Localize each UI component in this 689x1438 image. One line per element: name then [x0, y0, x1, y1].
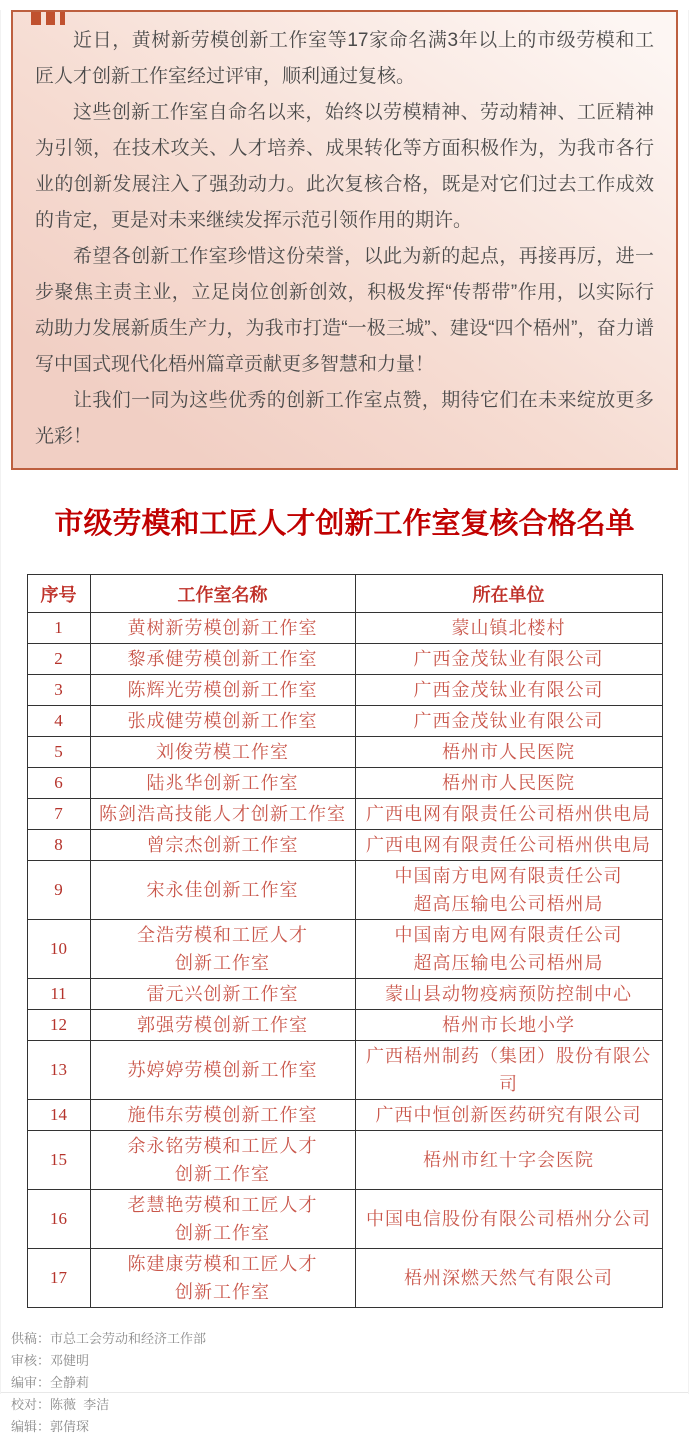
bottom-divider	[1, 1392, 688, 1393]
row-number: 8	[27, 830, 90, 861]
cell-line: 宋永佳创新工作室	[146, 880, 299, 900]
table-row	[27, 737, 662, 768]
intro-paragraph: 希望各创新工作室珍惜这份荣誉，以此为新的起点，再接再厉，进一步聚焦主责主业，立足岗位创新创效，积极发挥“传帮带”作用，以实际行动助力发展新质生产力，为我市打造“一极三城”、建设“四个梧州”，奋力谱写中国式现代化梧州篇章贡献更多智慧和力量！	[35, 246, 654, 375]
table-row	[27, 768, 662, 799]
cell-line: 广西梧州制药（集团）股份有限公司	[366, 1046, 651, 1094]
article-page	[0, 10, 689, 1434]
cell-line: 中国南方电网有限责任公司	[394, 866, 623, 886]
cell-line: 创新工作室	[175, 953, 270, 973]
unit-cell	[355, 737, 662, 768]
row-number: 1	[27, 613, 90, 644]
row-number: 3	[27, 675, 90, 706]
table-row	[27, 861, 662, 920]
unit-cell	[355, 1100, 662, 1131]
cell-line: 中国电信股份有限公司梧州分公司	[366, 1209, 651, 1229]
credit-line: 审核：邓健明	[11, 1353, 90, 1368]
cell-line: 苏婷婷劳模创新工作室	[127, 1060, 318, 1080]
cell-line: 超高压输电公司梧州局	[413, 894, 604, 914]
unit-cell	[355, 1249, 662, 1308]
intro-paragraph: 近日，黄树新劳模创新工作室等17家命名满3年以上的市级劳模和工匠人才创新工作室经过评审，顺利通过复核。	[35, 30, 654, 87]
row-number: 17	[27, 1249, 90, 1308]
cell-line: 黎承健劳模创新工作室	[127, 649, 318, 669]
cell-line: 雷元兴创新工作室	[146, 984, 299, 1004]
table-row	[27, 1010, 662, 1041]
table-row	[27, 830, 662, 861]
studio-name-cell	[90, 675, 355, 706]
credit-line: 供稿：市总工会劳动和经济工作部	[11, 1331, 207, 1346]
credit-line: 编审：全静莉	[11, 1375, 90, 1390]
intro-paragraph: 这些创新工作室自命名以来，始终以劳模精神、劳动精神、工匠精神为引领，在技术攻关、人才培养、成果转化等方面积极作为，为我市各行业的创新发展注入了强劲动力。此次复核合格，既是对它们过去工作成效的肯定，更是对未来继续发挥示范引领作用的期许。	[35, 102, 654, 231]
studio-name-cell	[90, 1190, 355, 1249]
studio-name-cell	[90, 1100, 355, 1131]
cell-line: 广西电网有限责任公司梧州供电局	[366, 804, 651, 824]
row-number: 4	[27, 706, 90, 737]
studio-name-cell	[90, 920, 355, 979]
cell-line: 梧州市红十字会医院	[423, 1150, 594, 1170]
intro-box	[11, 10, 678, 470]
studio-name-cell	[90, 1131, 355, 1190]
cell-line: 张成健劳模创新工作室	[127, 711, 318, 731]
unit-cell	[355, 861, 662, 920]
studio-name-cell	[90, 1041, 355, 1100]
cell-line: 梧州市长地小学	[442, 1015, 575, 1035]
cell-line: 广西金茂钛业有限公司	[413, 711, 604, 731]
unit-cell	[355, 799, 662, 830]
unit-cell	[355, 706, 662, 737]
intro-paragraph: 让我们一同为这些优秀的创新工作室点赞，期待它们在未来绽放更多光彩！	[35, 390, 654, 447]
page-title: 市级劳模和工匠人才创新工作室复核合格名单	[54, 508, 635, 540]
row-number: 15	[27, 1131, 90, 1190]
row-number: 9	[27, 861, 90, 920]
studio-name-cell	[90, 1249, 355, 1308]
row-number: 16	[27, 1190, 90, 1249]
studio-name-cell	[90, 830, 355, 861]
unit-cell	[355, 1131, 662, 1190]
cell-line: 陈建康劳模和工匠人才	[127, 1254, 318, 1274]
table-row	[27, 613, 662, 644]
unit-cell	[355, 830, 662, 861]
unit-cell	[355, 1190, 662, 1249]
review-table	[27, 574, 663, 1308]
column-header-unit: 所在单位	[355, 575, 662, 613]
decor-square-icon	[60, 12, 65, 25]
cell-line: 陈辉光劳模创新工作室	[127, 680, 318, 700]
cell-line: 陆兆华创新工作室	[146, 773, 299, 793]
studio-name-cell	[90, 613, 355, 644]
unit-cell	[355, 644, 662, 675]
studio-name-cell	[90, 768, 355, 799]
unit-cell	[355, 920, 662, 979]
table-row	[27, 1131, 662, 1190]
cell-line: 全浩劳模和工匠人才	[137, 925, 308, 945]
table-row	[27, 799, 662, 830]
table-header-row	[27, 575, 662, 613]
cell-line: 曾宗杰创新工作室	[146, 835, 299, 855]
studio-name-cell	[90, 1010, 355, 1041]
studio-name-cell	[90, 979, 355, 1010]
cell-line: 老慧艳劳模和工匠人才	[127, 1195, 318, 1215]
table-header	[27, 575, 662, 613]
row-number: 7	[27, 799, 90, 830]
cell-line: 广西金茂钛业有限公司	[413, 649, 604, 669]
row-number: 13	[27, 1041, 90, 1100]
credit-line: 校对：陈薇 李洁	[11, 1397, 110, 1412]
decoration-squares	[31, 12, 65, 25]
table-row	[27, 675, 662, 706]
cell-line: 超高压输电公司梧州局	[413, 953, 604, 973]
column-header-number: 序号	[27, 575, 90, 613]
table-row	[27, 920, 662, 979]
unit-cell	[355, 979, 662, 1010]
table-body	[27, 613, 662, 1308]
column-header-studio-name: 工作室名称	[90, 575, 355, 613]
row-number: 14	[27, 1100, 90, 1131]
table-row	[27, 979, 662, 1010]
cell-line: 中国南方电网有限责任公司	[394, 925, 623, 945]
unit-cell	[355, 675, 662, 706]
cell-line: 广西电网有限责任公司梧州供电局	[366, 835, 651, 855]
table-row	[27, 1041, 662, 1100]
cell-line: 梧州市人民医院	[442, 742, 575, 762]
cell-line: 刘俊劳模工作室	[156, 742, 289, 762]
decor-square-icon	[31, 12, 41, 25]
cell-line: 蒙山镇北楼村	[451, 618, 566, 638]
unit-cell	[355, 768, 662, 799]
credit-line: 编辑：郭倩琛	[11, 1419, 90, 1434]
row-number: 6	[27, 768, 90, 799]
cell-line: 广西中恒创新医药研究有限公司	[375, 1105, 642, 1125]
table-row	[27, 1100, 662, 1131]
cell-line: 蒙山县动物疫病预防控制中心	[385, 984, 632, 1004]
row-number: 10	[27, 920, 90, 979]
row-number: 12	[27, 1010, 90, 1041]
studio-name-cell	[90, 861, 355, 920]
cell-line: 创新工作室	[175, 1282, 270, 1302]
cell-line: 郭强劳模创新工作室	[137, 1015, 308, 1035]
cell-line: 广西金茂钛业有限公司	[413, 680, 604, 700]
decor-square-icon	[46, 12, 55, 25]
table-row	[27, 706, 662, 737]
cell-line: 陈剑浩高技能人才创新工作室	[99, 804, 346, 824]
cell-line: 施伟东劳模创新工作室	[127, 1105, 318, 1125]
studio-name-cell	[90, 799, 355, 830]
cell-line: 梧州市人民医院	[442, 773, 575, 793]
unit-cell	[355, 1041, 662, 1100]
row-number: 11	[27, 979, 90, 1010]
studio-name-cell	[90, 737, 355, 768]
unit-cell	[355, 1010, 662, 1041]
cell-line: 创新工作室	[175, 1164, 270, 1184]
table-row	[27, 644, 662, 675]
unit-cell	[355, 613, 662, 644]
row-number: 5	[27, 737, 90, 768]
cell-line: 梧州深燃天然气有限公司	[404, 1268, 613, 1288]
studio-name-cell	[90, 706, 355, 737]
cell-line: 创新工作室	[175, 1223, 270, 1243]
table-row	[27, 1249, 662, 1308]
studio-name-cell	[90, 644, 355, 675]
cell-line: 黄树新劳模创新工作室	[127, 618, 318, 638]
footer-credits	[11, 1328, 688, 1438]
table-row	[27, 1190, 662, 1249]
row-number: 2	[27, 644, 90, 675]
cell-line: 余永铭劳模和工匠人才	[127, 1136, 318, 1156]
